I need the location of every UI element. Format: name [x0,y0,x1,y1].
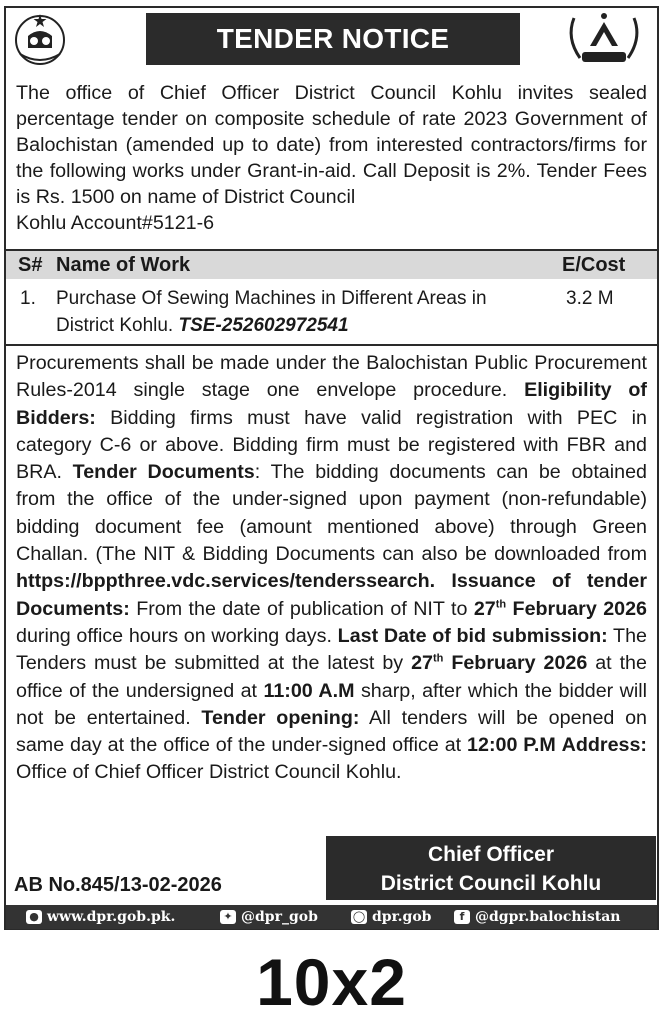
footer-twitter[interactable] [220,905,318,929]
signature-block [326,836,656,900]
issuance-date [474,598,647,620]
last-date-label: Last Date of bid submission: [337,624,608,647]
tender-documents-label: Tender Documents [72,461,255,484]
twitter-icon: ✦ [220,910,236,924]
district-emblem-logo [10,8,70,68]
tender-details [16,350,647,787]
download-url[interactable]: https://bppthree.vdc.services/tenderssearch. [16,570,436,593]
last-date-month: February 2026 [451,652,588,675]
footer-twitter-text: @dpr_gob [241,909,318,925]
globe-icon: ● [26,910,42,924]
row-work-name [56,285,526,339]
last-date-suffix: th [432,652,444,665]
instagram-icon: ◯ [352,910,366,923]
eligibility-label: Eligibility of Bidders: [16,379,647,429]
address-text: Office of Chief Officer District Council Kohlu. [16,761,402,784]
table-header [6,251,657,279]
signature-office: District Council Kohlu [380,872,602,895]
page-title: TENDER NOTICE [146,13,520,65]
footer-facebook-text: @dgpr.balochistan [475,909,621,925]
last-date-text-2: at the office of the undersigned at [16,652,647,702]
last-date-value [411,652,587,674]
advertisement-number: AB No.845/13-02-2026 [14,874,222,896]
opening-time: 12:00 P.M [467,734,556,757]
opening-label: Tender opening: [201,706,360,729]
issuance-date-suffix: th [495,598,507,611]
last-date-day: 27 [411,652,433,675]
intro-paragraph [16,80,647,236]
footer-instagram-text: dpr.gob [372,909,432,925]
footer-website[interactable] [26,905,175,929]
issuance-text: From the date of publication of NIT to [136,597,468,620]
row-tender-code: TSE-252602972541 [178,315,349,336]
issuance-label: Issuance of tender Documents: [16,570,647,620]
table-bottom-rule [6,344,657,346]
table-row [6,282,657,342]
row-work-text: Purchase Of Sewing Machines in Different Areas in District Kohlu. [56,288,487,336]
address-label: Address: [561,734,647,757]
issuance-text-2: during office hours on working days. [16,624,332,647]
issuance-date-month: February 2026 [512,597,647,620]
issuance-date-day: 27 [473,597,496,620]
header-serial: S# [18,254,43,276]
submission-time: 11:00 A.M [263,679,355,702]
intro-text: The office of Chief Officer District Council Kohlu invites sealed percentage tender on composite schedule of rate 2023 Government of Balochistan (amended up to date) from interested contractors/firms for the following works under Grant-in-aid. Call Deposit is 2%. Tender Fees is Rs. 1500 on name of District Council [16,82,647,208]
last-date-text: The Tenders must be submitted at the latest by [16,624,647,675]
opening-text: All tenders will be opened on same day at the office of the under-signed office at [16,706,647,757]
procurement-text: Procurements shall be made under the Balochistan Public Procurement Rules-2014 single stage one envelope procedure. [16,352,647,402]
intro-account: Kohlu Account#5121-6 [16,212,215,234]
footer-website-text: www.dpr.gob.pk. [47,909,176,925]
row-serial: 1. [20,288,36,309]
footer-bar [6,905,657,929]
signature-title: Chief Officer [427,843,555,866]
eligibility-text: Bidding firms must have valid registration with PEC in category C-6 or above. Bidding firm must be registered with FBR and BRA. [16,406,647,484]
government-seal-logo [562,8,646,68]
last-date-text-3: sharp, after which the bidder will not be entertained. [16,679,647,729]
header-estimated-cost: E/Cost [562,254,626,276]
ad-size-label: 10x2 [256,945,407,1019]
footer-instagram[interactable] [351,905,431,929]
footer-facebook[interactable] [454,905,620,929]
facebook-icon: f [454,910,470,924]
row-cost: 3.2 M [566,288,614,309]
header-name-of-work: Name of Work [56,254,191,276]
tender-documents-text: : The bidding documents can be obtained from the office of the under-signed upon payment (non-refundable) bidding document fee (amount mentioned above) through Green Challan. (The NIT & Bidding Documents can also be downloaded from [16,461,647,566]
